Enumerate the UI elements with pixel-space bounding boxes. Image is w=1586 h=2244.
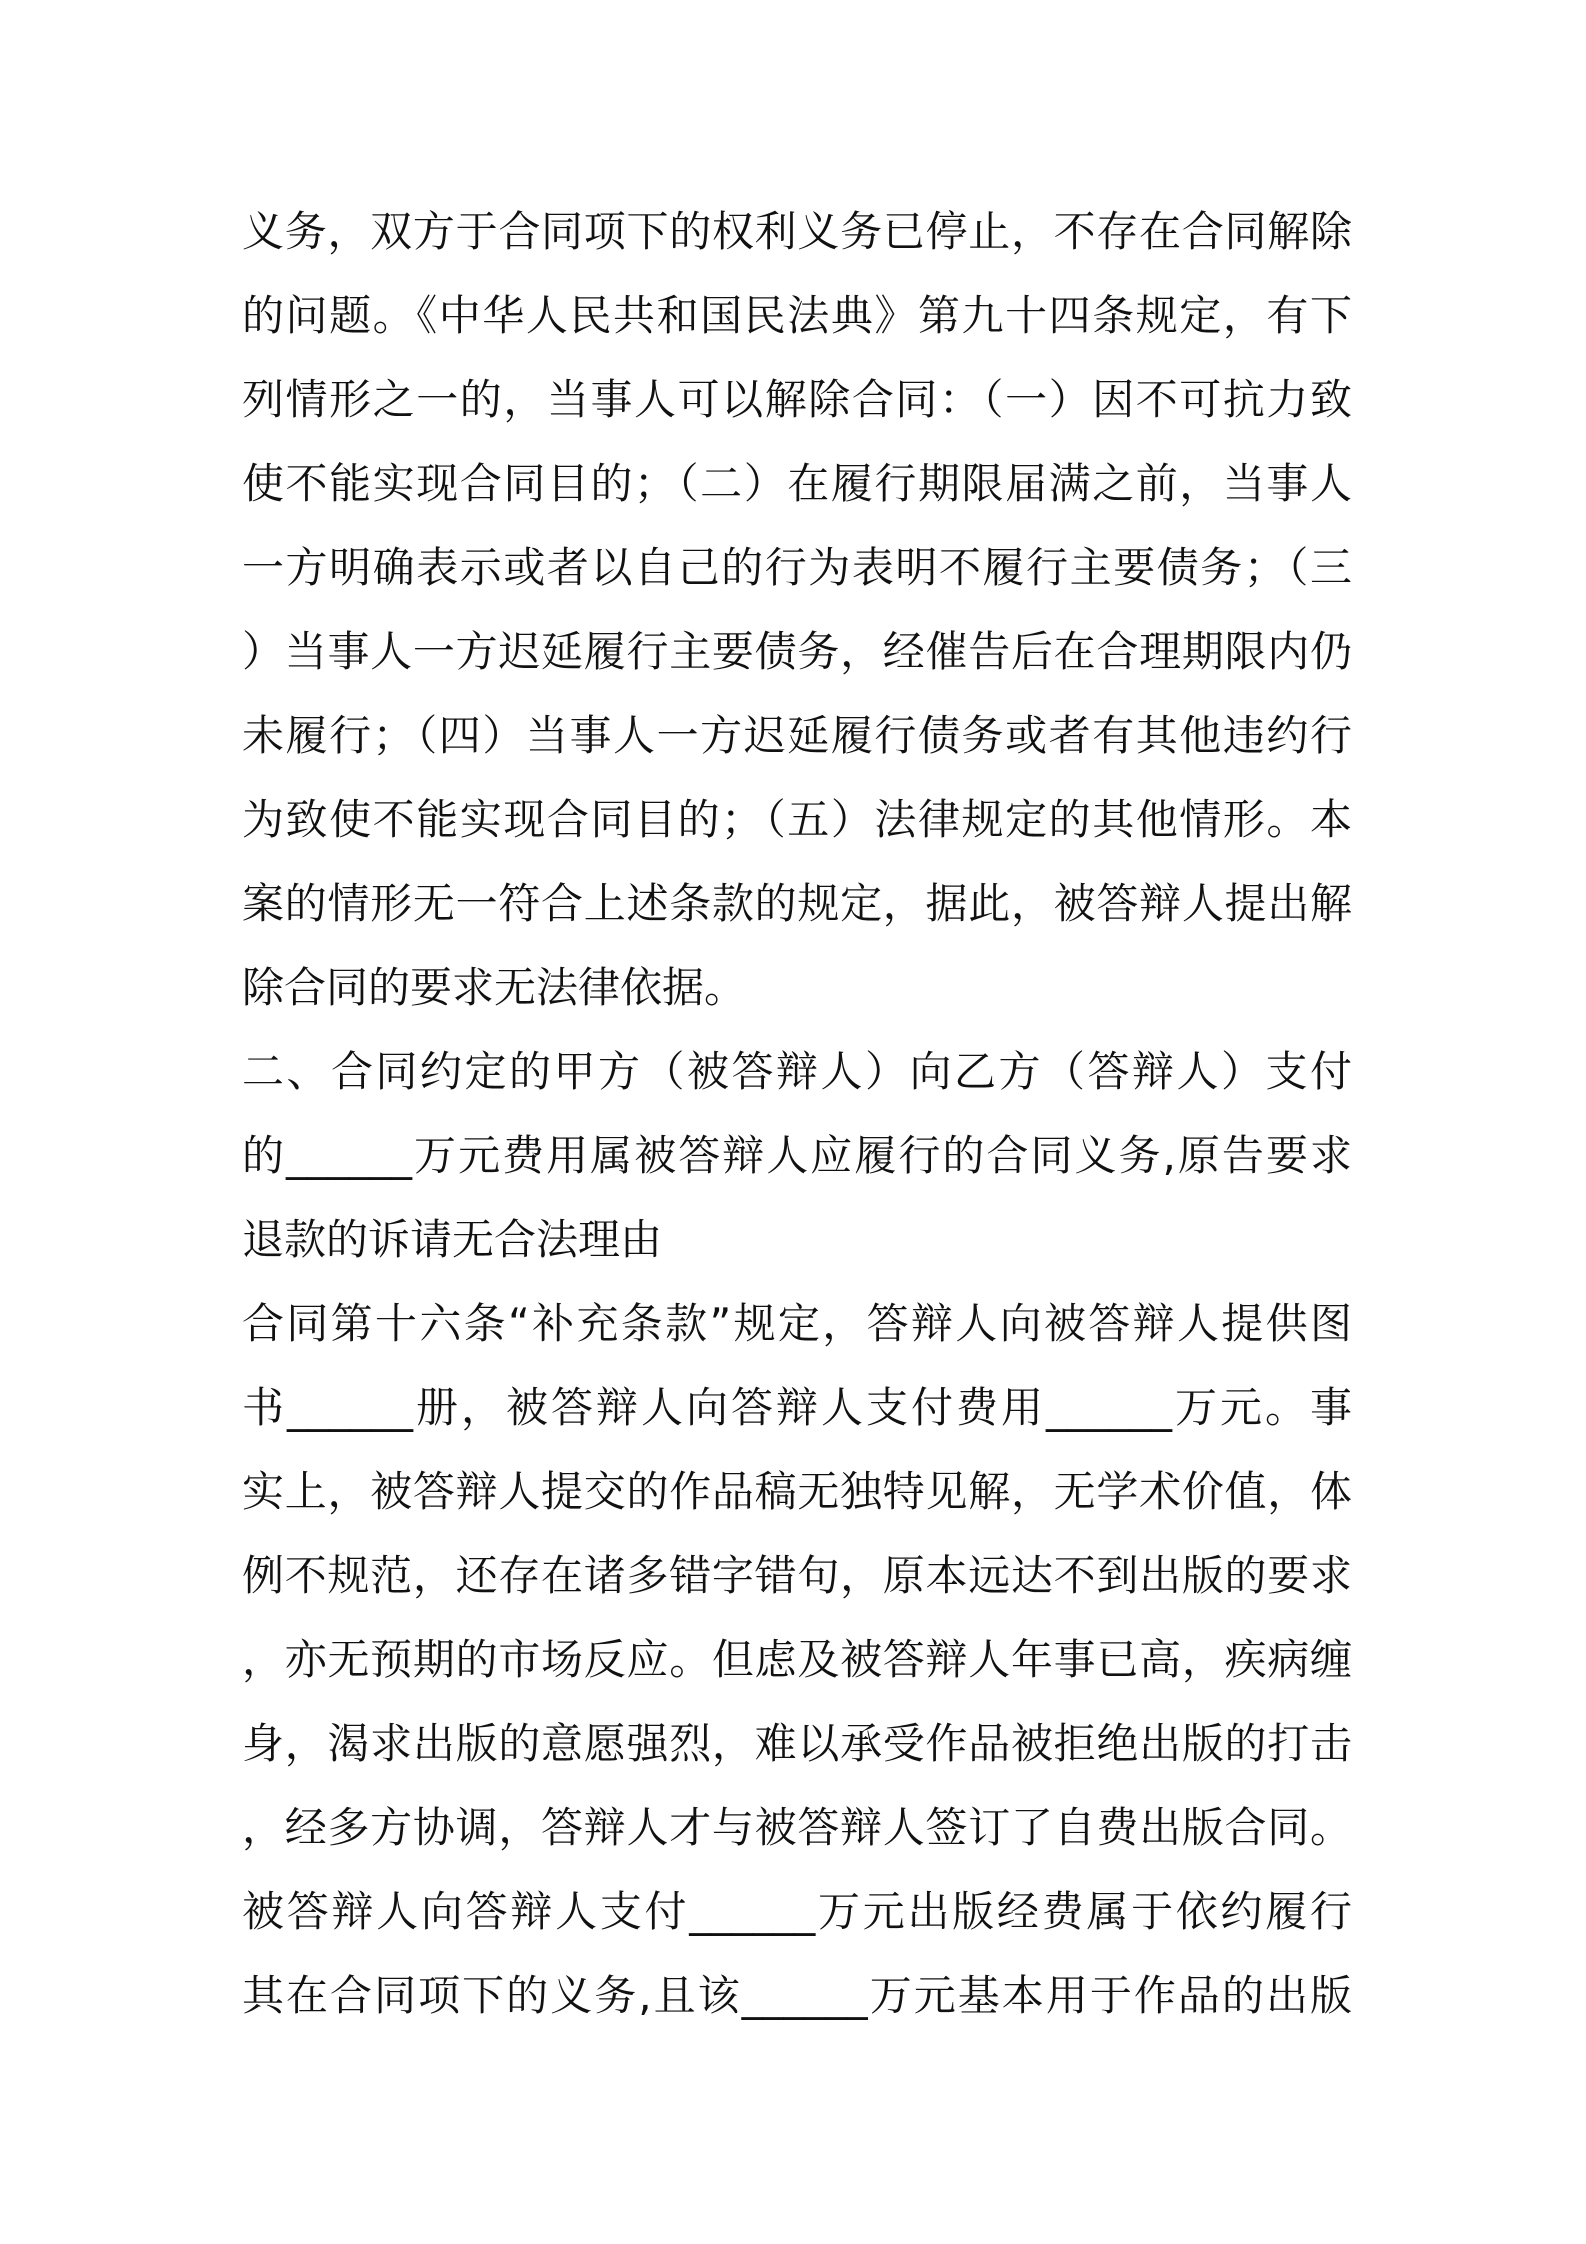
text-line: 使不能实现合同目的；（二）在履行期限届满之前，当事人 xyxy=(242,459,1352,508)
text-line: 其在合同项下的义务,且该______万元基本用于作品的出版 xyxy=(242,1971,1352,2020)
section-heading-line: 退款的诉请无合法理由 xyxy=(242,1215,663,1264)
text-line: 除合同的要求无法律依据。 xyxy=(242,963,747,1012)
text-line: 书______册，被答辩人向答辩人支付费用______万元。事 xyxy=(242,1383,1352,1432)
text-line: 列情形之一的，当事人可以解除合同：（一）因不可抗力致 xyxy=(242,375,1352,424)
body-text xyxy=(242,190,1352,2038)
section-heading-line: 二、合同约定的甲方（被答辩人）向乙方（答辩人）支付 xyxy=(242,1047,1352,1096)
text-line: 被答辩人向答辩人支付______万元出版经费属于依约履行 xyxy=(242,1887,1352,1936)
text-line: 例不规范，还存在诸多错字错句，原本远达不到出版的要求 xyxy=(242,1551,1352,1600)
text-line: 身，渴求出版的意愿强烈，难以承受作品被拒绝出版的打击 xyxy=(242,1719,1352,1768)
text-line: 合同第十六条“补充条款”规定，答辩人向被答辩人提供图 xyxy=(242,1299,1352,1348)
text-line: ）当事人一方迟延履行主要债务，经催告后在合理期限内仍 xyxy=(242,627,1352,676)
text-line: 一方明确表示或者以自己的行为表明不履行主要债务；（三 xyxy=(242,543,1352,592)
text-line: 为致使不能实现合同目的；（五）法律规定的其他情形。本 xyxy=(242,795,1352,844)
text-line: 未履行；（四）当事人一方迟延履行债务或者有其他违约行 xyxy=(242,711,1352,760)
text-line: 案的情形无一符合上述条款的规定，据此，被答辩人提出解 xyxy=(242,879,1352,928)
text-line: ，经多方协调，答辩人才与被答辩人签订了自费出版合同。 xyxy=(242,1803,1352,1852)
text-line: 义务，双方于合同项下的权利义务已停止，不存在合同解除 xyxy=(242,207,1352,256)
text-line: 的问题。《中华人民共和国民法典》第九十四条规定，有下 xyxy=(242,291,1352,340)
section-heading-line: 的______万元费用属被答辩人应履行的合同义务,原告要求 xyxy=(242,1131,1352,1180)
text-line: ，亦无预期的市场反应。但虑及被答辩人年事已高，疾病缠 xyxy=(242,1635,1352,1684)
text-line: 实上，被答辩人提交的作品稿无独特见解，无学术价值，体 xyxy=(242,1467,1352,1516)
